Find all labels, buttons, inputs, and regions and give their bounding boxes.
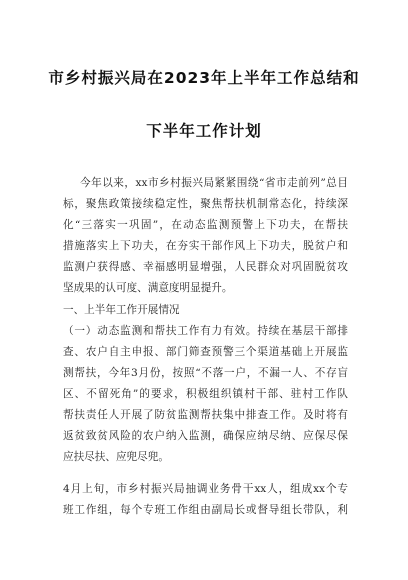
paragraph-line: 今年以来，xx市乡村振兴局紧紧围绕“省市走前列”总目 — [80, 177, 348, 189]
paragraph-line: 标，聚焦政策接续稳定性，聚焦帮扶机制常态化，持续深 — [63, 198, 348, 210]
paragraph-line: （一）动态监测和帮扶工作有力有效。持续在基层干部排 — [63, 325, 348, 337]
paragraph-line: 返贫致贫风险的农户纳入监测，确保应纳尽纳、应保尽保 — [63, 430, 348, 442]
paragraph-line: 测帮扶，今年3月份，按照“不落一户，不漏一人、不存盲 — [63, 367, 348, 379]
paragraph-line: 化“三落实一巩固”，在动态监测预警上下功夫，在帮扶 — [63, 219, 348, 231]
paragraph-line: 班工作组，每个专班工作组由副局长或督导组长带队，利 — [63, 504, 348, 516]
paragraph-line: 查、农户自主申报、部门筛查预警三个渠道基础上开展监 — [63, 346, 348, 358]
paragraph-line: 区、不留死角”的要求，积极组织镇村干部、驻村工作队 — [63, 388, 348, 400]
paragraph-line: 措施落实上下功夫，在夯实干部作风上下功夫，脱贫户和 — [63, 240, 348, 252]
paragraph-line: 帮扶责任人开展了防贫监测帮扶集中排查工作。及时将有 — [63, 409, 348, 421]
paragraph-line: 监测户获得感、幸福感明显增强，人民群众对巩固脱贫攻 — [63, 261, 348, 273]
paragraph-line: 应扶尽扶、应兜尽兜。 — [63, 451, 169, 463]
document-title-line-2: 下半年工作计划 — [146, 122, 262, 140]
document-title-line-1: 市乡村振兴局在2023年上半年工作总结和 — [48, 69, 360, 87]
section-heading: 一、上半年工作开展情况 — [63, 304, 180, 316]
paragraph-line: 4月上旬，市乡村振兴局抽调业务骨干xx人，组成xx个专 — [63, 483, 348, 495]
paragraph-line: 坚成果的认可度、满意度明显提升。 — [63, 282, 233, 294]
